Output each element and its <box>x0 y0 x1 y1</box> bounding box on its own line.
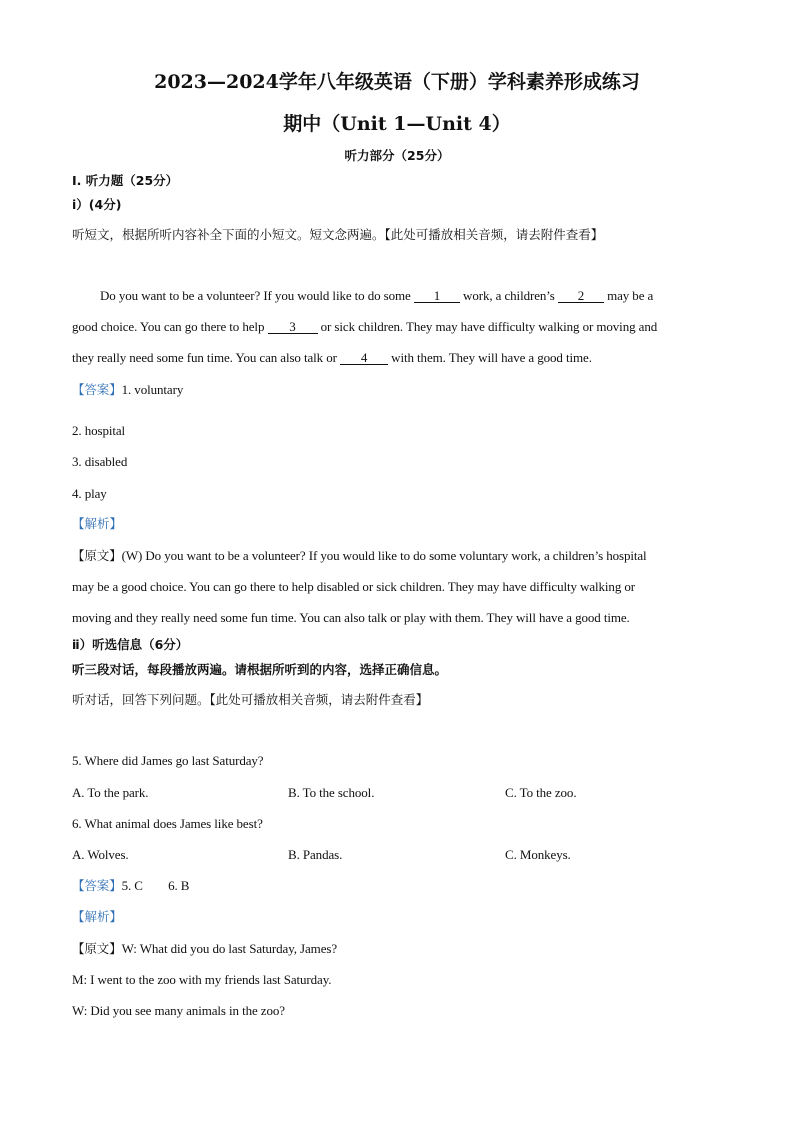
original-line-2: may be a good choice. You can go there to help disabled or sick children. They may have difficulty walking or <box>72 579 635 594</box>
sub2-heading: ⅱ）听选信息（6分） <box>72 637 189 652</box>
dialogue-line-1: 【原文】W: What did you do last Saturday, James? <box>72 941 337 956</box>
sub1-instruction: 听短文，根据所听内容补全下面的小短文。短文念两遍。【此处可播放相关音频，请去附件查看】 <box>72 227 604 242</box>
question-5-option-c: C. To the zoo. <box>505 785 577 800</box>
question-5-stem: 5. Where did James go last Saturday? <box>72 753 264 768</box>
part1-heading: Ⅰ. 听力题（25分） <box>72 173 179 188</box>
answer-tag: 【答案】 <box>72 878 122 893</box>
blank-3: 3 <box>268 320 318 334</box>
passage-line-3: they really need some fun time. You can also talk or 4 with them. They will have a good time. <box>72 350 592 365</box>
question-6-option-c: C. Monkeys. <box>505 847 571 862</box>
analysis-tag: 【解析】 <box>72 909 123 924</box>
question-5-option-b: B. To the school. <box>288 785 375 800</box>
answer-line-4: 4. play <box>72 486 107 501</box>
answer-line-3: 3. disabled <box>72 454 128 469</box>
question-6-stem: 6. What animal does James like best? <box>72 816 263 831</box>
question-5-option-a: A. To the park. <box>72 785 149 800</box>
blank-4: 4 <box>340 351 388 365</box>
sub2-answer-line: 【答案】5. C 6. B <box>72 878 190 893</box>
section-label: 听力部分（25分） <box>344 148 450 163</box>
analysis-tag: 【解析】 <box>72 516 123 531</box>
sub2-instruction: 听对话，回答下列问题。【此处可播放相关音频，请去附件查看】 <box>72 692 429 707</box>
dialogue-line-2: M: I went to the zoo with my friends last Saturday. <box>72 972 332 987</box>
sub2-instruction-bold: 听三段对话，每段播放两遍。请根据所听到的内容，选择正确信息。 <box>72 662 448 677</box>
blank-2: 2 <box>558 289 604 303</box>
answer-line-2: 2. hospital <box>72 423 126 438</box>
blank-1: 1 <box>414 289 460 303</box>
question-6-option-b: B. Pandas. <box>288 847 343 862</box>
original-line-3: moving and they really need some fun time. You can also talk or play with them. They will have a good time. <box>72 610 630 625</box>
sub1-heading: ⅰ）(4分) <box>72 197 122 212</box>
question-6-option-a: A. Wolves. <box>72 847 129 862</box>
answer-line-1: 【答案】1. voluntary <box>72 382 184 397</box>
dialogue-line-3: W: Did you see many animals in the zoo? <box>72 1003 285 1018</box>
passage-line-2: good choice. You can go there to help 3 or sick children. They may have difficulty walking or moving and <box>72 319 658 334</box>
exam-subtitle: 期中（Unit 1—Unit 4） <box>283 113 511 135</box>
original-line-1: 【原文】(W) Do you want to be a volunteer? If you would like to do some voluntary work, a children’s hospital <box>72 548 647 563</box>
passage-line-1: Do you want to be a volunteer? If you would like to do some 1 work, a children’s 2 may be a <box>100 288 654 303</box>
answer-tag: 【答案】 <box>72 382 122 397</box>
page-title: 2023—2024学年八年级英语（下册）学科素养形成练习 <box>154 71 640 93</box>
